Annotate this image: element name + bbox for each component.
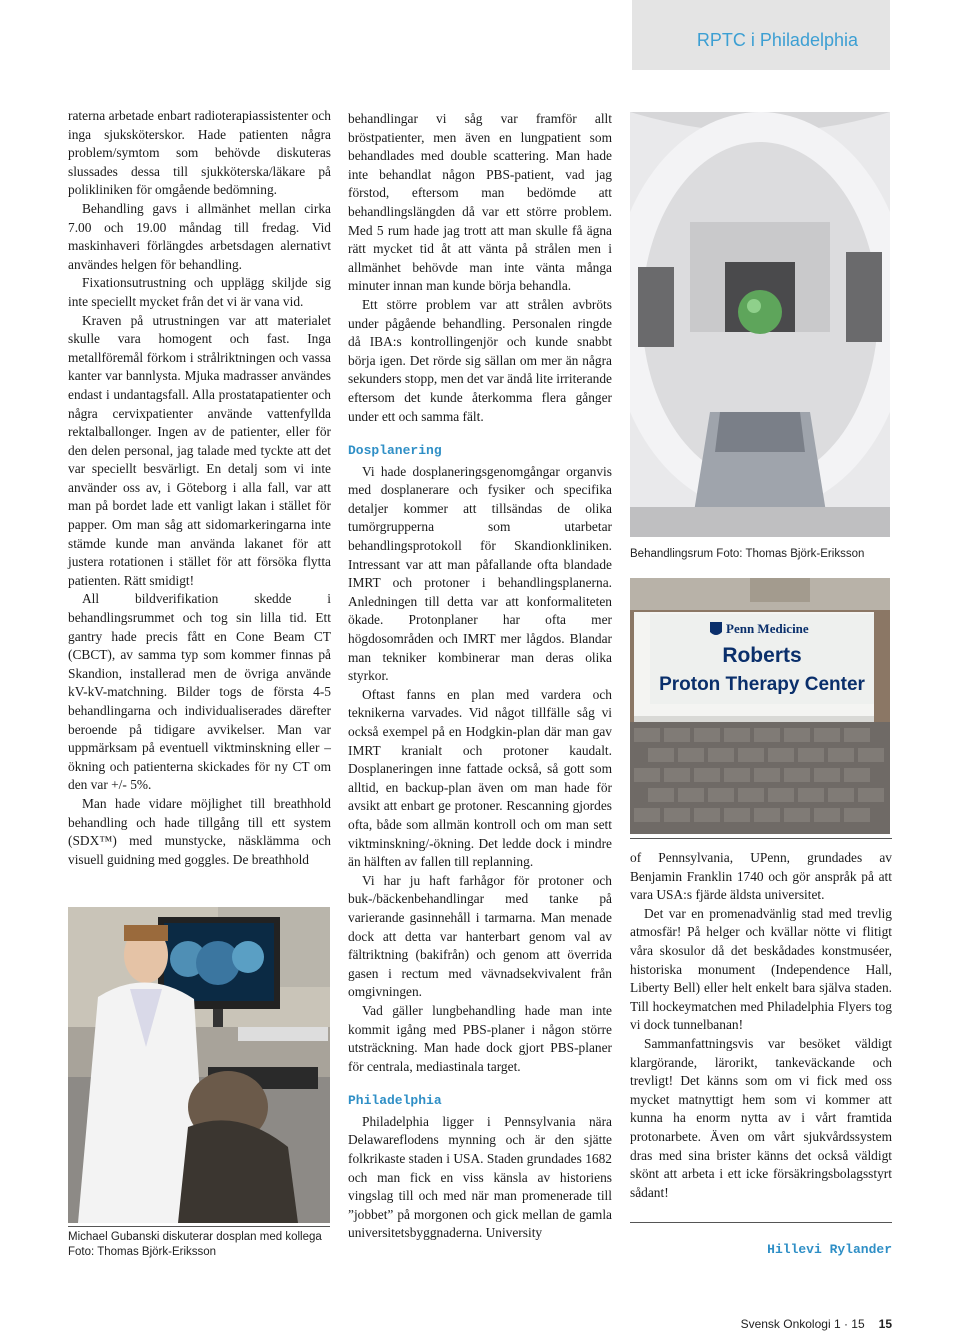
author-rule — [630, 1222, 892, 1223]
treatment-room-photo — [630, 112, 890, 537]
paragraph: Ett större problem var att strålen avbröts under pågående behandling. Personalen ringde då IBA:s kontrollingenjör och kunde snabbt börja igen. Det rörde sig sällan om mer än några sekunders stopp, men det var ändå lite irriterande eftersom det kunde återkomma flera gånger under ett och samma fält. — [348, 296, 613, 424]
paragraph: Behandling gavs i allmänhet mellan cirka 7.00 och 19.00 måndag till fredag. Vid maskinhaveri förlängdes arbetsdagen alernativt användes helgen för behandling. — [68, 200, 331, 272]
caption-line: Foto: Thomas Björk-Eriksson — [68, 1246, 217, 1258]
paragraph: Det var en promenadvänlig stad med trevlig atmosfär! På helger och kvällar nötte vi flitigt våra skosulor då det beskådades konstmuséer, historiska monument (Independence Hall, Liberty Bell) eller helt enkelt bara själva staden. Till hockeymatchen med Philadelphia Flyers tog vi dock tunnelbanan! — [630, 905, 892, 1033]
section-title: RPTC i Philadelphia — [696, 30, 858, 50]
section-heading-dosplanering: Dosplanering — [348, 443, 442, 459]
paragraph: Vi hade dosplaneringsgenomgångar organvis med dosplanerare och fysiker och specifika detaljer kommer att tillsändas de olika tumörgrupperna som utarbetar behandlingsprotokoll för Skandionkliniken. Intressant var att man påfallande ofta blandade IMRT och protoner i behandlingsplanerna. Anledningen till detta var att konformaliteten ökade. Protonplaner har ofta mer högdosområden och IMRT mer lågdos. Blandar man tekniker kombinerar man deras olika styrkor. — [348, 463, 612, 684]
paragraph: Sammanfattningsvis var besöket väldigt klargörande, lärorikt, tankeväckande och trevligt! Det känns som om vi fick med oss mycket matnyttigt hem som vi kommer att kunna ha enorm nytta av i vårt framtida protonarbete. Även om vårt sjukvårdssystem dras med sina brister känns det också väldigt skönt att arbeta i ett icke försäkringsbolagsstyrt sådant! — [630, 1035, 892, 1200]
author-name: Hillevi Rylander — [767, 1242, 892, 1257]
journal-name: Svensk Onkologi 1 · 15 — [740, 1317, 865, 1331]
column-3 — [630, 849, 892, 1202]
caption-rule — [630, 838, 892, 839]
paragraph: Vad gäller lungbehandling hade man inte kommit igång med PBS-planer i någon större utsträckning. Man hade dock gjort PBS-planer för centrala, mediastinala target. — [348, 1002, 612, 1074]
paragraph: Man hade vidare möjlighet till breathhold behandling och hade tillgång till ett system (SDX™) med munstycke, näsklämma och visuell guidning med goggles. De breathhold — [68, 795, 331, 867]
paragraph: behandlingar vi såg var framför allt bröstpatienter, men även en lungpatient som behandlades med double scattering. Man hade inte behandlat någon PBS-patient, vad jag förstod, eftersom man bedömde att behandlingslängden då var ett större problem. Med 5 rum hade jag trott att man skulle få ägna rätt mycket tid åt att vänta på strålen men i allmänhet behövde man inte vänta många minuter innan man kunde börja behandla. — [348, 111, 612, 294]
sign-photo-illustration — [630, 578, 890, 834]
column-1 — [68, 107, 331, 869]
treatment-room-illustration — [630, 112, 890, 537]
paragraph: raterna arbetade enbart radioterapiassistenter och inga sjuksköterskor. Hade patienten några problem/symtom som behövde diskuteras slussades dessa till sjukköterska/läkare på polikliniken för omgående bedömning. — [68, 108, 331, 198]
penn-shield-icon — [710, 622, 722, 635]
treatment-room-caption: Behandlingsrum Foto: Thomas Björk-Eriksson — [630, 548, 865, 560]
paragraph: of Pennsylvania, UPenn, grundades av Benjamin Franklin 1740 och gör anspråk på att vara USA:s fjärde äldsta universitet. — [630, 850, 892, 903]
paragraph: Fixationsutrustning och upplägg skiljde sig inte speciellt mycket från det vi är vana vid. — [68, 275, 331, 309]
column-2 — [348, 110, 612, 1243]
caption-rule — [68, 1226, 330, 1227]
proton-center-sign-photo — [630, 578, 890, 834]
paragraph: Kraven på utrustningen var att materialet skulle vara homogent och fast. Inga metallföremål förkom i strålriktningen och vassa kanter var bannlysta. Mjuka madrasser användes endast i undantagsfall. Alla prostatapatienter och några cervixpatienter använde vattenfyllda rektalballonger. Ingen av de patienter, eller för den delen personal, jag talade med tyckte att det var speciellt besvärligt. En detalj som vi inte använder oss av, i Göteborg i alla fall, var att man på bordet lade ett vanligt lakan i stället för papper. Om man såg att sidomarkeringarna inte stämde kunde man använda lakanet för att justera rotationen i stället för att försöka flytta patienten. Rätt smidigt! — [68, 312, 331, 588]
caption-line: Michael Gubanski diskuterar dosplan med kollega — [68, 1231, 322, 1243]
paragraph: Philadelphia ligger i Pennsylvania nära Delawareflodens mynning och är den sjätte folkrikaste staden i USA. Staden grundades 1682 och man fick en viss känsla av historiens vingslag till och med när man promenerade till ”jobbet” på morgonen och gick mellan de gamla universitetsbyggnaderna. University — [348, 1113, 612, 1241]
office-photo-illustration — [68, 907, 330, 1223]
sign-brand: Penn Medicine — [726, 621, 809, 636]
sign-line-2: Proton Therapy Center — [659, 674, 865, 695]
paragraph: Oftast fanns en plan med vardera och teknikerna varvades. Vid något tillfälle såg vi också exempel på en Hodgkin-plan där man gav IMRT kranialt och protoner kaudalt. Dosplaneringen inne fattade också, så gott som alltid, en backup-plan även om man hade för avsikt att enbart ge protoner. Rescanning gjordes ofta, både som allmän kontroll och om man sett viktminskning/-ökning. Det ledde dock i mindre än hälften av fallen till replanning. — [348, 686, 612, 870]
paragraph: All bildverifikation skedde i behandlingsrummet och tog sin lilla tid. Ett gantry hade precis fått en Cone Beam CT (CBCT), av samma typ som kommer finnas på Skandion, installerad men de övriga använde kV-kV-matchning. Bilder togs de första 4-5 behandlingarna och individualiserades därefter beroende på tidigare avvikelser. Man var uppmärksam på eventuell viktminskning eller –ökning och patienterna skickades för ny CT om den var +/- 5%. — [68, 591, 331, 793]
page-number: 15 — [878, 1317, 892, 1331]
page-footer — [741, 1317, 892, 1331]
section-heading-philadelphia: Philadelphia — [348, 1093, 442, 1109]
sign-line-1: Roberts — [722, 644, 802, 667]
office-photo-caption — [68, 1230, 330, 1260]
office-photo — [68, 907, 330, 1223]
section-header-tab — [632, 0, 890, 70]
paragraph: Vi har ju haft farhågor för protoner och buk-/bäckenbehandlingar med tanke på varierande gasinnehåll i tarmarna. Man menade dock att detta var hanterbart genom val av fältriktning (bakifrån) och genom att överrida gasen i rectum med vävnadsekvivalent från omgivningen. — [348, 872, 612, 1000]
